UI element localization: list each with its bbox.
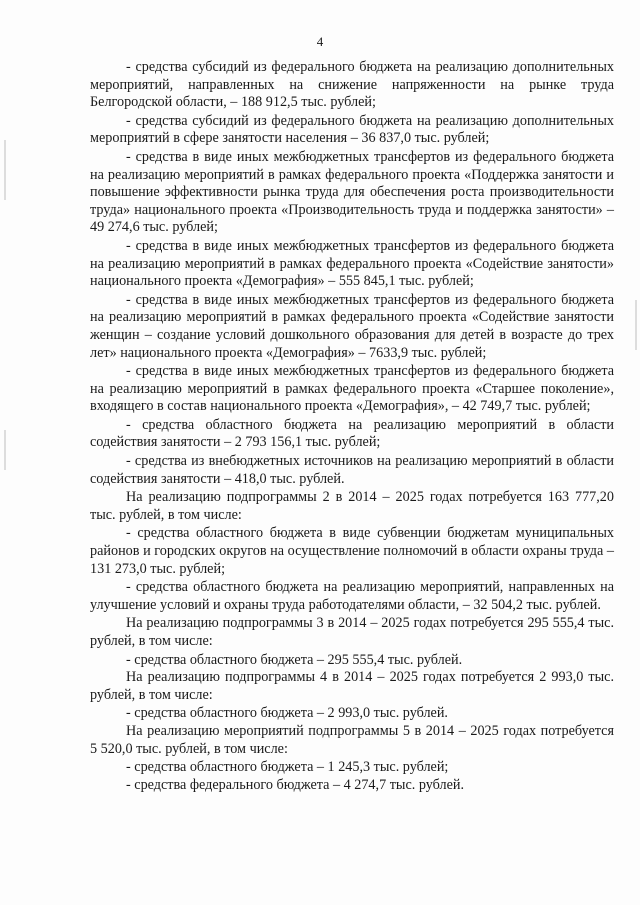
paragraph: - средства областного бюджета в виде субвенции бюджетам муниципальных районов и городских округов на осуществление полномочий в области охраны труда – 131 273,0 тыс. рублей;	[90, 525, 614, 577]
paragraph: - средства в виде иных межбюджетных трансфертов из федерального бюджета на реализацию мероприятий в рамках федерального проекта «Содействие занятости» национального проекта «Демография» – 555 845,1 тыс. рублей;	[90, 237, 614, 290]
paragraph: - средства областного бюджета – 295 555,4 тыс. рублей.	[126, 651, 463, 668]
paragraph: - средства субсидий из федерального бюджета на реализацию дополнительных мероприятий, направленных на снижение напряженности на рынке труда Белгородской области, – 188 912,5 тыс. рублей;	[90, 59, 614, 111]
paragraph: - средства в виде иных межбюджетных трансфертов из федерального бюджета на реализацию мероприятий в рамках федерального проекта «Содействие занятости женщин – создание условий дошкольного образования для детей в возрасте до трех лет» национального проекта «Демография» – 7633,9 тыс. рублей;	[90, 291, 614, 361]
document-body	[90, 59, 614, 794]
paragraph: - средства в виде иных межбюджетных трансфертов из федерального бюджета на реализацию мероприятий в рамках федерального проекта «Поддержка занятости и повышение эффективности рынка труда для обеспечения роста производительности труда» национального проекта «Производительность труда и поддержка занятости» – 49 274,6 тыс. рублей;	[90, 148, 614, 236]
paragraph: - средства федерального бюджета – 4 274,7 тыс. рублей.	[126, 776, 465, 793]
paragraph: На реализацию подпрограммы 3 в 2014 – 2025 годах потребуется 295 555,4 тыс. рублей, в том числе:	[90, 615, 614, 649]
paragraph: - средства в виде иных межбюджетных трансфертов из федерального бюджета на реализацию мероприятий в рамках федерального проекта «Старшее поколение», входящего в состав национального проекта «Демография», – 42 749,7 тыс. рублей;	[90, 363, 614, 415]
paragraph: - средства областного бюджета на реализацию мероприятий, направленных на улучшение условий и охраны труда работодателями области, – 32 504,2 тыс. рублей.	[90, 579, 614, 613]
paragraph: На реализацию подпрограммы 2 в 2014 – 2025 годах потребуется 163 777,20 тыс. рублей, в том числе:	[90, 489, 614, 523]
page-number: 4	[316, 34, 324, 49]
paragraph: На реализацию мероприятий подпрограммы 5 в 2014 – 2025 годах потребуется 5 520,0 тыс. рублей, в том числе:	[90, 722, 614, 757]
paragraph: - средства областного бюджета – 2 993,0 тыс. рублей.	[126, 705, 448, 722]
scan-edge-mark	[4, 430, 6, 470]
paragraph: - средства субсидий из федерального бюджета на реализацию дополнительных мероприятий в сфере занятости населения – 36 837,0 тыс. рублей;	[90, 112, 614, 147]
paragraph: - средства областного бюджета на реализацию мероприятий в области содействия занятости – 2 793 156,1 тыс. рублей;	[90, 416, 614, 451]
scan-edge-mark	[4, 140, 6, 200]
paragraph: На реализацию подпрограммы 4 в 2014 – 2025 годах потребуется 2 993,0 тыс. рублей, в том числе:	[90, 669, 614, 703]
paragraph: - средства областного бюджета – 1 245,3 тыс. рублей;	[126, 759, 449, 776]
scan-edge-mark	[635, 300, 637, 350]
paragraph: - средства из внебюджетных источников на реализацию мероприятий в области содействия занятости – 418,0 тыс. рублей.	[90, 453, 614, 487]
